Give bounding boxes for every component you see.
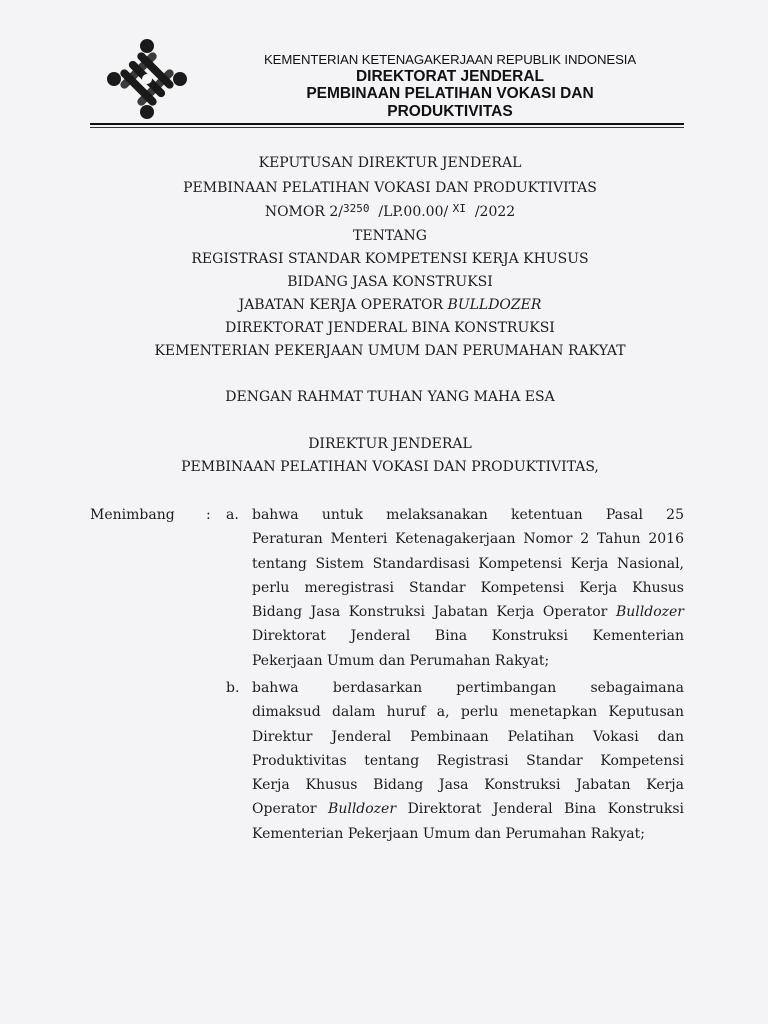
decree-subject-job-italic: BULLDOZER <box>447 297 542 313</box>
considering-a-line-text: bahwa untuk melaksanakan ketentuan Pasal 25 <box>252 507 684 523</box>
considering-a-line-text <box>252 604 684 620</box>
considering-b-line-text-start: Operator <box>252 801 329 818</box>
considering-item-b <box>252 676 684 846</box>
letterhead-ministry: KEMENTERIAN KETENAGAKERJAAN REPUBLIK INDONESIA <box>263 52 637 67</box>
considering-b-line-text: Direktur Jenderal Pembinaan Pelatihan Vokasi dan <box>252 728 684 745</box>
decree-heading-2: PEMBINAAN PELATIHAN VOKASI DAN PRODUKTIVITAS <box>183 180 597 196</box>
considering-item-a-mark: a. <box>226 507 239 523</box>
letterhead-division: PEMBINAAN PELATIHAN VOKASI DAN PRODUKTIVITAS <box>306 85 594 120</box>
decree-subject-job-prefix: JABATAN KERJA OPERATOR <box>238 297 448 313</box>
considering-b-line-text-end: Direktorat Jenderal Bina Konstruksi <box>396 801 684 818</box>
considering-b-line-text: dimaksud dalam huruf a, perlu menetapkan Keputusan <box>252 704 684 721</box>
letterhead <box>250 52 650 121</box>
considering-b-line <box>252 676 684 700</box>
considering-b-line <box>252 749 684 773</box>
decree-official: DIREKTUR JENDERAL <box>308 436 472 452</box>
decree-subject-3: DIREKTORAT JENDERAL BINA KONSTRUKSI <box>225 320 555 336</box>
letterhead-divider-thin <box>90 127 684 128</box>
decree-number <box>60 204 720 220</box>
considering-a-line-text: Pekerjaan Umum dan Perumahan Rakyat; <box>252 652 550 669</box>
decree-subject-4: KEMENTERIAN PEKERJAAN UMUM DAN PERUMAHAN RAKYAT <box>154 343 626 359</box>
considering-label: Menimbang <box>90 507 175 523</box>
considering-b-line-text: Kementerian Pekerjaan Umum dan Perumahan Rakyat; <box>252 825 645 842</box>
considering-a-line-text: Direktorat Jenderal Bina Konstruksi Kementerian <box>252 628 684 645</box>
considering-b-line <box>252 700 684 724</box>
considering-a-line <box>252 527 684 551</box>
considering-b-italic-word: Bulldozer <box>328 801 397 818</box>
decree-month-handwritten: XI <box>452 202 466 215</box>
ministry-logo-icon <box>106 38 188 120</box>
considering-a-line <box>252 576 684 600</box>
considering-b-line <box>252 725 684 749</box>
decree-about: TENTANG <box>353 228 427 244</box>
considering-a-italic-word: Bulldozer <box>615 604 684 621</box>
decree-number-mid: /LP.00.00/ <box>378 204 449 220</box>
decree-subject-2: BIDANG JASA KONSTRUKSI <box>287 274 493 290</box>
considering-b-line-text: bahwa berdasarkan pertimbangan sebagaimana <box>252 680 684 696</box>
considering-a-line <box>252 624 684 648</box>
considering-item-a <box>252 503 684 673</box>
considering-colon: : <box>206 507 211 523</box>
considering-b-line <box>252 797 684 821</box>
considering-a-line <box>252 600 684 624</box>
considering-a-line <box>252 503 684 527</box>
decree-subject-job <box>60 297 720 313</box>
letterhead-divider <box>90 123 684 125</box>
considering-a-line-text: tentang Sistem Standardisasi Kompetensi Kerja Nasional, <box>252 555 684 572</box>
considering-b-line <box>252 773 684 797</box>
considering-b-line-text <box>252 801 684 817</box>
considering-a-line-text-start: Bidang Jasa Konstruksi Jabatan Kerja Operator <box>252 604 616 621</box>
considering-b-line-text: Kerja Khusus Bidang Jasa Konstruksi Jabatan Kerja <box>252 777 684 794</box>
considering-a-line-text: perlu meregistrasi Standar Kompetensi Kerja Khusus <box>252 579 684 596</box>
letterhead-directorate: DIREKTORAT JENDERAL <box>355 68 545 85</box>
considering-a-line-text: Peraturan Menteri Ketenagakerjaan Nomor 2 Tahun 2016 <box>252 531 684 548</box>
decree-number-year: /2022 <box>474 204 516 220</box>
decree-number-prefix: NOMOR 2/ <box>264 204 343 220</box>
decree-number-handwritten: 3250 <box>342 202 370 215</box>
considering-b-line <box>252 822 684 846</box>
decree-heading: KEPUTUSAN DIREKTUR JENDERAL <box>258 155 522 171</box>
considering-a-line <box>252 649 684 673</box>
considering-b-line-text: Produktivitas tentang Registrasi Standar Kompetensi <box>252 752 684 769</box>
decree-subject-1: REGISTRASI STANDAR KOMPETENSI KERJA KHUSUS <box>191 251 589 267</box>
considering-a-line <box>252 552 684 576</box>
decree-blessing: DENGAN RAHMAT TUHAN YANG MAHA ESA <box>225 389 555 405</box>
decree-official-2: PEMBINAAN PELATIHAN VOKASI DAN PRODUKTIVITAS, <box>181 459 599 475</box>
considering-item-b-mark: b. <box>226 680 240 696</box>
